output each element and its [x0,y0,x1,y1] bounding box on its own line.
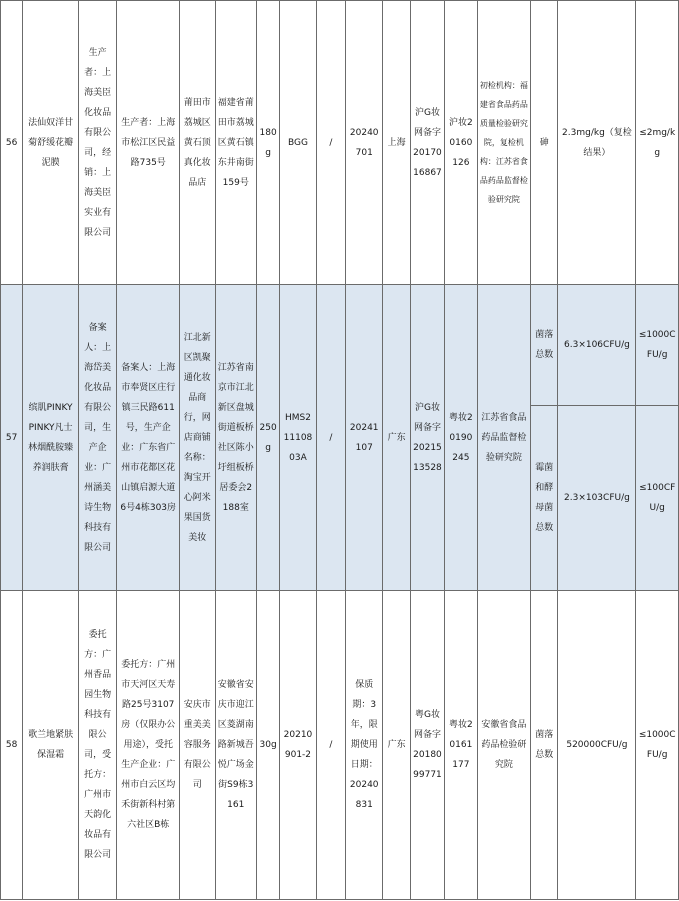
production-date: 20240701 [346,1,383,285]
batch-number: BGG [280,1,316,285]
license-number: 粤妆20161177 [445,591,477,900]
test-result: 520000CFU/g [558,591,636,900]
standard-value: ≤2mg/kg [636,1,679,285]
origin: 上海 [383,1,410,285]
shelf-life: / [316,591,345,900]
seller-address: 江苏省南京市江北新区盘城街道板桥社区陈小圩组板桥居委会2188室 [215,285,256,591]
batch-number: HMS21110803A [280,285,316,591]
standard-value: ≤1000CFU/g [636,591,679,900]
testing-agency: 初检机构：福建省食品药品质量检验研究院，复检机构：江苏省食品药品监督检验研究院 [477,1,531,285]
failed-item: 砷 [531,1,558,285]
specification: 30g [256,591,279,900]
production-date: 保质期：3年，限期使用日期：20240831 [346,591,383,900]
standard-value: ≤1000CFU/g [636,285,679,406]
specification: 180g [256,1,279,285]
test-result: 2.3×103CFU/g [558,406,636,591]
seller: 莆田市荔城区黄石顶真化妆品店 [180,1,215,285]
test-result: 2.3mg/kg（复检结果） [558,1,636,285]
shelf-life: / [316,285,345,591]
shelf-life: / [316,1,345,285]
standard-value: ≤100CFU/g [636,406,679,591]
license-number: 沪妆20160126 [445,1,477,285]
product-name: 缤肌PINKY PINKY凡士林烟酰胺臻养润肤膏 [23,285,79,591]
seller: 江北新区凯聚通化妆品商行，网店商铺名称：淘宝开心阿米果国货美妆 [180,285,215,591]
producer: 生产者：上海美臣化妆品有限公司，经销：上海美臣实业有限公司 [78,1,116,285]
test-result: 6.3×106CFU/g [558,285,636,406]
filing-number: 粤G妆网备字2018099771 [410,591,444,900]
producer-address: 生产者：上海市松江区民益路735号 [117,1,180,285]
batch-number: 20210901-2 [280,591,316,900]
row-number: 56 [1,1,23,285]
producer-address: 委托方：广州市天河区天寿路25号3107房（仅限办公用途），受托生产企业：广州市白云区均禾街新科村第六社区B栋 [117,591,180,900]
license-number: 粤妆20190245 [445,285,477,591]
seller-address: 安徽省安庆市迎江区菱湖南路新城吾悦广场金街S9栋3161 [215,591,256,900]
filing-number: 沪G妆网备字2021513528 [410,285,444,591]
producer-address: 备案人：上海市奉贤区庄行镇三民路611号，生产企业：广东省广州市花都区花山镇启源大道6号4栋303房 [117,285,180,591]
table-row [1,591,679,900]
table-row [1,1,679,285]
table-row [1,285,679,406]
testing-agency: 安徽省食品药品检验研究院 [477,591,531,900]
origin: 广东 [383,285,410,591]
product-name: 歌兰地紧肤保湿霜 [23,591,79,900]
producer: 备案人：上海岱美化妆品有限公司，生产企业：广州涵美诗生物科技有限公司 [78,285,116,591]
filing-number: 沪G妆网备字2017016867 [410,1,444,285]
production-date: 20241107 [346,285,383,591]
specification: 250g [256,285,279,591]
row-number: 57 [1,285,23,591]
failed-item: 菌落总数 [531,285,558,406]
failed-item: 霉菌和酵母菌总数 [531,406,558,591]
seller-address: 福建省莆田市荔城区黄石镇东井南街159号 [215,1,256,285]
seller: 安庆市重美美容服务有限公司 [180,591,215,900]
product-name: 法仙奴洋甘菊舒缓花瓣泥膜 [23,1,79,285]
testing-agency: 江苏省食品药品监督检验研究院 [477,285,531,591]
row-number: 58 [1,591,23,900]
failed-item: 菌落总数 [531,591,558,900]
producer: 委托方：广州香品园生物科技有限公司，受托方：广州市天韵化妆品有限公司 [78,591,116,900]
origin: 广东 [383,591,410,900]
